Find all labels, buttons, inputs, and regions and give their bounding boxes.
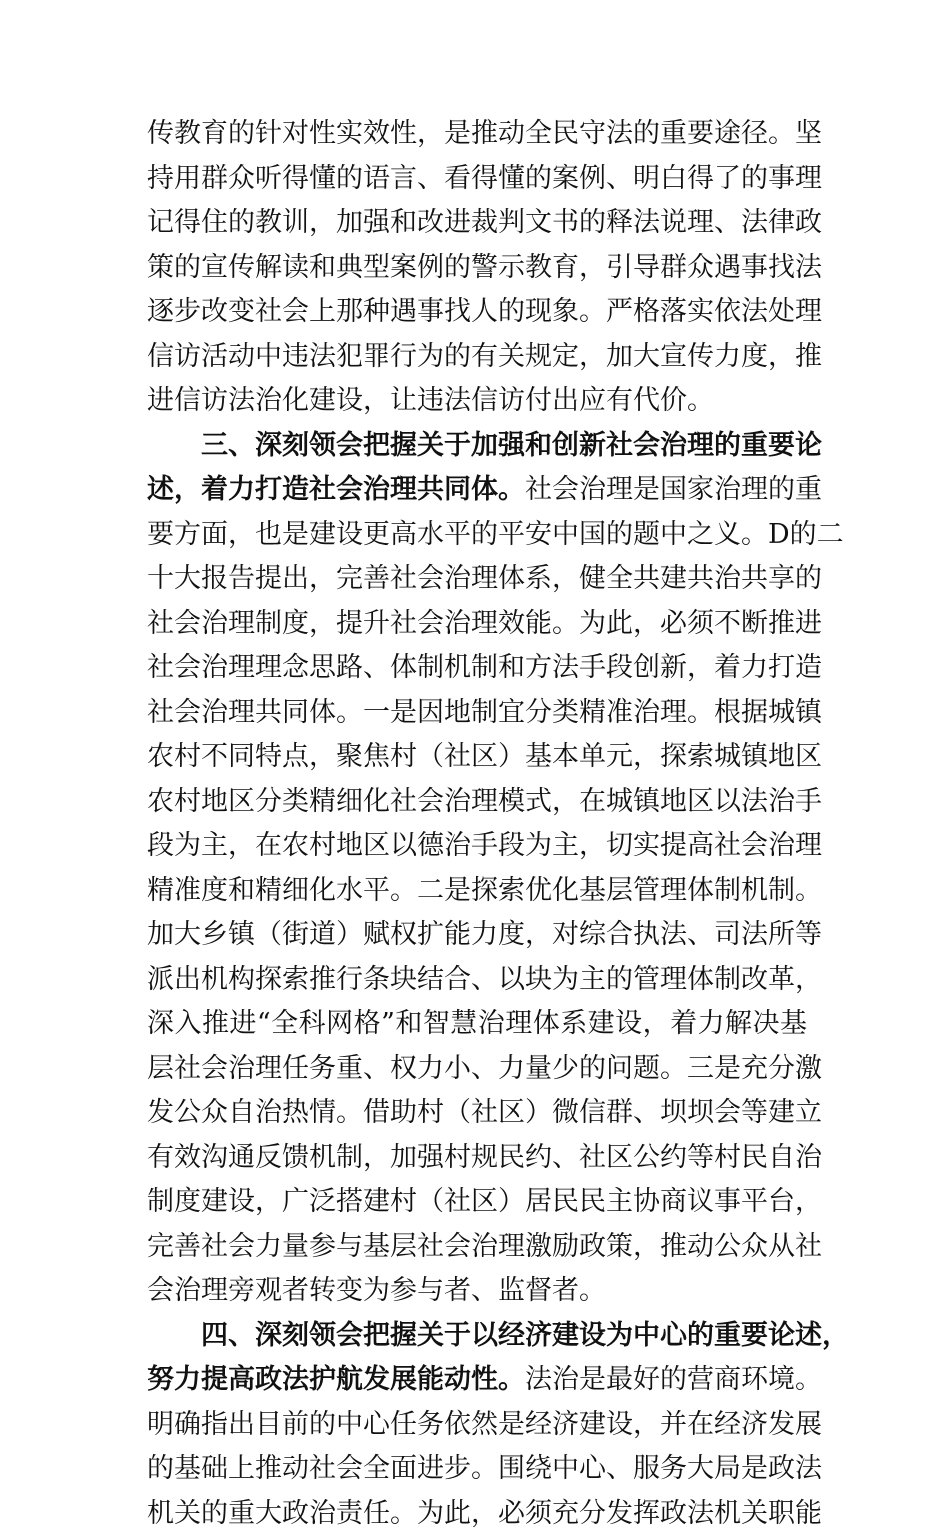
text-line: 传教育的针对性实效性，是推动全民守法的重要途径。坚	[147, 112, 807, 157]
section-three-heading-bold: 述，着力打造社会治理共同体。	[147, 474, 525, 505]
text-line: 十大报告提出，完善社会治理体系，健全共建共治共享的	[147, 557, 807, 602]
section-four-text: 法治是最好的营商环境。	[525, 1364, 822, 1395]
text-line: 逐步改变社会上那种遇事找人的现象。严格落实依法处理	[147, 290, 807, 335]
section-three-heading-line2	[147, 468, 807, 513]
section-four-heading-bold: 努力提高政法护航发展能动性。	[147, 1364, 525, 1395]
text-line: 进信访法治化建设，让违法信访付出应有代价。	[147, 379, 807, 424]
text-line: 精准度和精细化水平。二是探索优化基层管理体制机制。	[147, 869, 807, 914]
text-line: 社会治理共同体。一是因地制宜分类精准治理。根据城镇	[147, 691, 807, 736]
text-line: 策的宣传解读和典型案例的警示教育，引导群众遇事找法	[147, 246, 807, 291]
text-line: 要方面，也是建设更高水平的平安中国的题中之义。D的二	[147, 513, 807, 558]
text-line: 层社会治理任务重、权力小、力量少的问题。三是充分激	[147, 1047, 807, 1092]
text-line: 加大乡镇（街道）赋权扩能力度，对综合执法、司法所等	[147, 913, 807, 958]
text-line: 持用群众听得懂的语言、看得懂的案例、明白得了的事理	[147, 157, 807, 202]
text-line: 明确指出目前的中心任务依然是经济建设，并在经济发展	[147, 1403, 807, 1448]
section-four-heading: 四、深刻领会把握关于以经济建设为中心的重要论述，	[147, 1314, 807, 1359]
section-three-text: 社会治理是国家治理的重	[525, 474, 822, 505]
text-line: 社会治理理念思路、体制机制和方法手段创新，着力打造	[147, 646, 807, 691]
text-line: 会治理旁观者转变为参与者、监督者。	[147, 1269, 807, 1314]
text-line: 农村地区分类精细化社会治理模式，在城镇地区以法治手	[147, 780, 807, 825]
text-line: 记得住的教训，加强和改进裁判文书的释法说理、法律政	[147, 201, 807, 246]
text-line: 农村不同特点，聚焦村（社区）基本单元，探索城镇地区	[147, 735, 807, 780]
text-line: 发公众自治热情。借助村（社区）微信群、坝坝会等建立	[147, 1091, 807, 1136]
text-line: 有效沟通反馈机制，加强村规民约、社区公约等村民自治	[147, 1136, 807, 1181]
text-line: 段为主，在农村地区以德治手段为主，切实提高社会治理	[147, 824, 807, 869]
text-line: 深入推进“全科网格”和智慧治理体系建设，着力解决基	[147, 1002, 807, 1047]
text-line: 完善社会力量参与基层社会治理激励政策，推动公众从社	[147, 1225, 807, 1270]
section-four-heading-line2	[147, 1358, 807, 1403]
text-line: 的基础上推动社会全面进步。围绕中心、服务大局是政法	[147, 1447, 807, 1492]
document-body	[147, 112, 807, 1536]
text-line: 机关的重大政治责任。为此，必须充分发挥政法机关职能	[147, 1492, 807, 1536]
text-line: 制度建设，广泛搭建村（社区）居民民主协商议事平台，	[147, 1180, 807, 1225]
text-line: 派出机构探索推行条块结合、以块为主的管理体制改革，	[147, 958, 807, 1003]
text-line: 信访活动中违法犯罪行为的有关规定，加大宣传力度，推	[147, 335, 807, 380]
text-line: 社会治理制度，提升社会治理效能。为此，必须不断推进	[147, 602, 807, 647]
section-three-heading: 三、深刻领会把握关于加强和创新社会治理的重要论	[147, 424, 807, 469]
